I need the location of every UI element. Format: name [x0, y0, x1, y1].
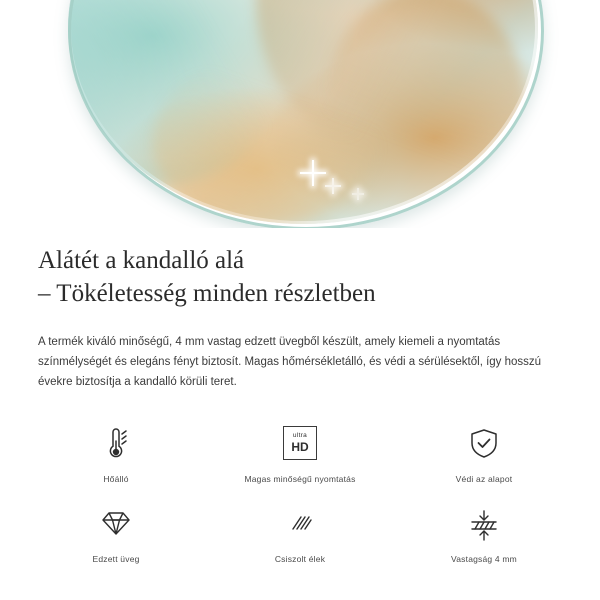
marble-vein [153, 59, 379, 224]
content-area [0, 244, 600, 392]
feature-label: Magas minőségű nyomtatás [244, 474, 356, 484]
body-paragraph: A termék kiváló minőségű, 4 mm vastag edzett üvegből készült, amely kiemeli a nyomtatás színmélységét és elegáns fényt biztosít. Magas hőmérsékletálló, és védi a sérülésektől, így hosszú évekre biztosítja a kandalló körüli teret. [38, 336, 542, 388]
feature-label: Vastagság 4 mm [451, 554, 517, 564]
headline-line-1: Alátét a kandalló alá [38, 247, 245, 274]
hero-image [0, 0, 600, 228]
feature-item-surface-protection [392, 420, 576, 484]
feature-grid [0, 420, 600, 564]
feature-label: Edzett üveg [92, 554, 140, 564]
feature-item-print-quality [208, 420, 392, 484]
shield-check-icon [464, 420, 504, 466]
feature-label: Hőálló [103, 474, 129, 484]
polished-edges-icon [280, 500, 320, 546]
round-glass-board-image [68, 0, 538, 224]
feature-item-thickness [392, 500, 576, 564]
page-title [38, 244, 562, 310]
feature-label: Csiszolt élek [274, 554, 326, 564]
thermometer-icon [96, 420, 136, 466]
feature-label: Védi az alapot [455, 474, 513, 484]
headline-line-2: – Tökéletesség minden részletben [38, 280, 376, 307]
thickness-icon [462, 500, 506, 546]
feature-item-polished-edges [208, 500, 392, 564]
feature-item-tempered-glass [24, 500, 208, 564]
feature-item-heat-resistant [24, 420, 208, 484]
diamond-icon [95, 500, 137, 546]
ultra-hd-bottom-label: HD [291, 439, 309, 454]
ultra-hd-icon [283, 420, 317, 466]
ultra-hd-top-label: ultra [292, 432, 308, 440]
